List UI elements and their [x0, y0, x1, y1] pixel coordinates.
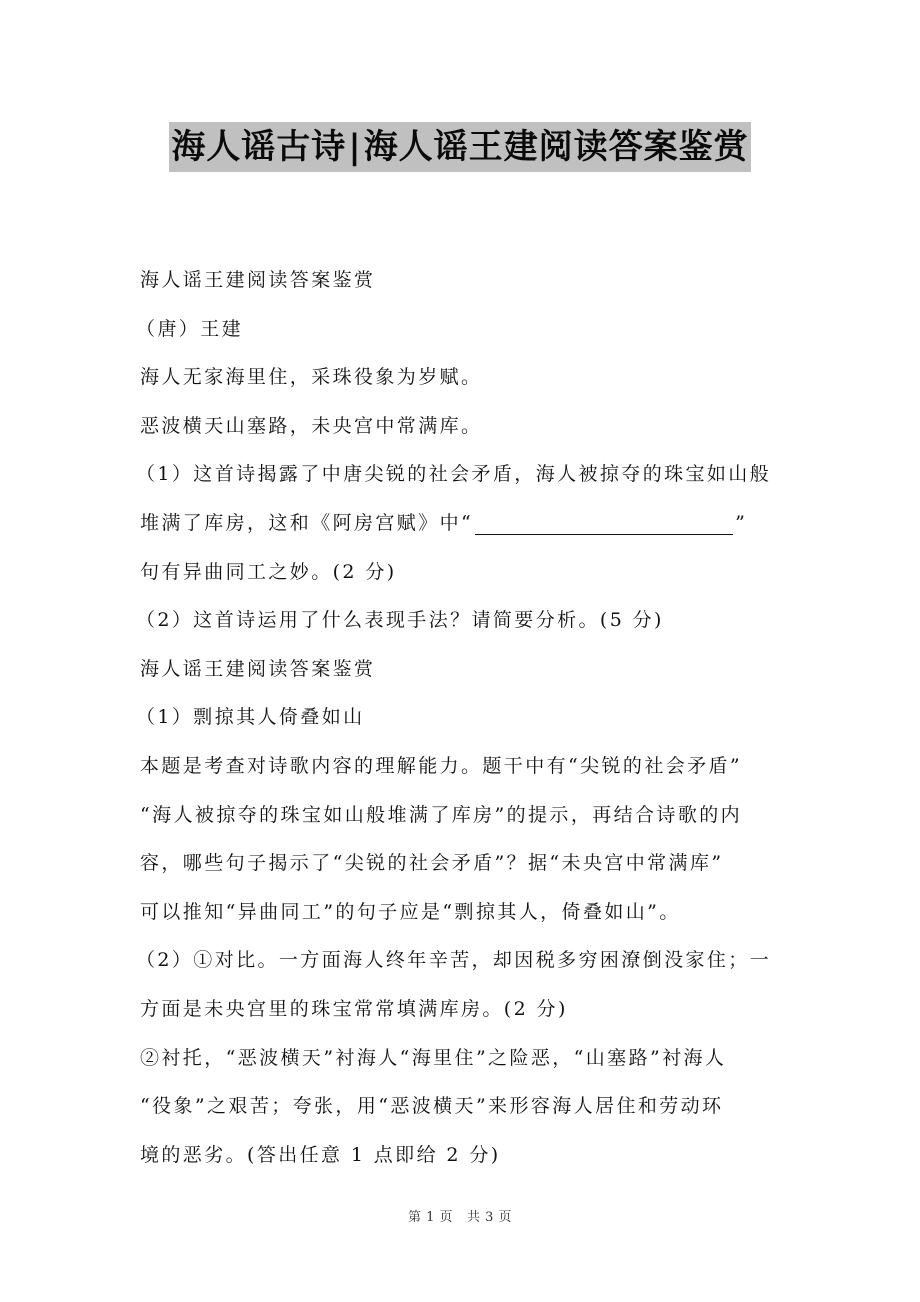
page-total: 共 3 页 — [467, 1210, 513, 1225]
fill-before-text: 堆满了库房，这和《阿房宫赋》中“ — [140, 511, 474, 534]
question-1-score: 句有异曲同工之妙。(2 分) — [140, 560, 397, 583]
answer-2-point-2-end: 境的恶劣。(答出任意 1 点即给 2 分) — [140, 1143, 501, 1166]
page-footer — [0, 1206, 920, 1225]
answer-2-point-1-cont: 方面是未央宫里的珠宝常常填满库房。(2 分) — [140, 997, 568, 1020]
title-separator: | — [348, 127, 362, 167]
fill-after-text: ” — [735, 511, 748, 534]
poem-line-1: 海人无家海里住，采珠役象为岁赋。 — [140, 366, 483, 389]
poem-author: （唐）王建 — [136, 317, 244, 340]
page-current: 第 1 页 — [407, 1210, 453, 1225]
document-body — [136, 262, 790, 1185]
answer-heading: 海人谣王建阅读答案鉴赏 — [140, 657, 376, 680]
section-heading: 海人谣王建阅读答案鉴赏 — [140, 269, 376, 291]
answer-2-point-2-cont: “役象”之艰苦；夸张，用“恶波横天”来形容海人居住和劳动环 — [140, 1095, 724, 1118]
poem-line-2: 恶波横天山塞路，未央宫中常满库。 — [140, 414, 483, 437]
answer-blank — [475, 512, 733, 535]
answer-2-point-2: ②衬托，“恶波横天”衬海人“海里住”之险恶，“山塞路”衬海人 — [140, 1046, 727, 1069]
answer-2-point-1: （2）①对比。一方面海人终年辛苦，却因税多穷困潦倒没家住；一 — [136, 949, 772, 972]
answer-1-explanation-4: 可以推知“异曲同工”的句子应是“剽掠其人，倚叠如山”。 — [140, 900, 681, 923]
title-part2: 海人谣王建阅读答案鉴赏 — [363, 127, 749, 167]
answer-1-explanation-1: 本题是考查对诗歌内容的理解能力。题干中有“尖锐的社会矛盾” — [140, 754, 743, 777]
page-title — [169, 122, 750, 172]
answer-1-explanation-3: 容，哪些句子揭示了“尖锐的社会矛盾”？据“未央宫中常满库” — [140, 852, 724, 875]
title-container — [0, 122, 920, 172]
question-2-text: （2）这首诗运用了什么表现手法？请简要分析。(5 分) — [136, 609, 664, 632]
title-part1: 海人谣古诗 — [171, 127, 347, 167]
answer-1-explanation-2: “海人被掠夺的珠宝如山般堆满了库房”的提示，再结合诗歌的内 — [140, 803, 743, 826]
question-1-fill-line — [140, 505, 790, 554]
question-1-text: （1）这首诗揭露了中唐尖锐的社会矛盾，海人被掠夺的珠宝如山般 — [136, 463, 772, 486]
answer-1: （1）剽掠其人倚叠如山 — [136, 706, 365, 729]
